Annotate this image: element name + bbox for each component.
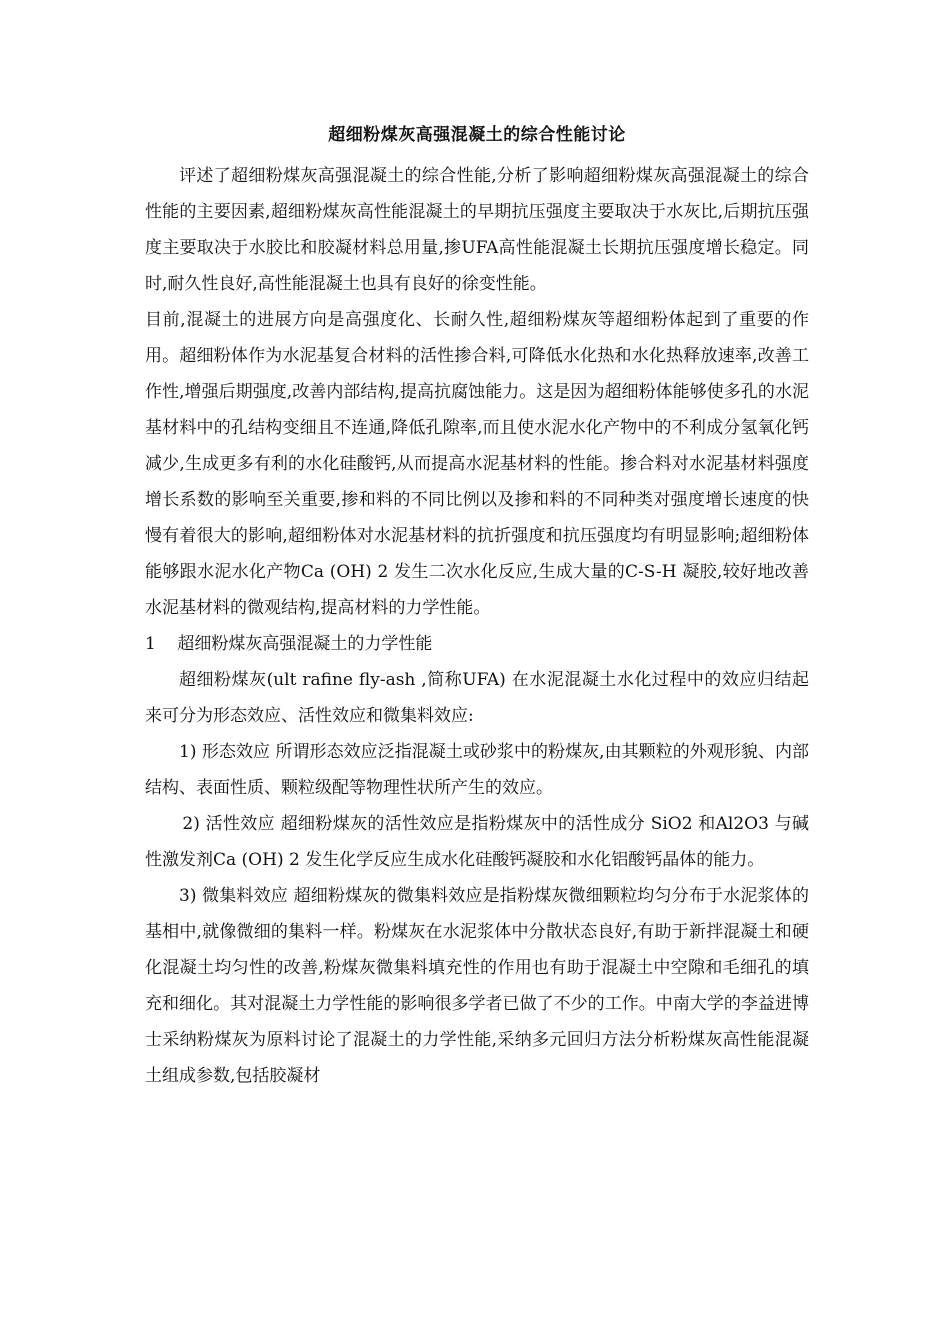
document-title: 超细粉煤灰高强混凝土的综合性能讨论 (328, 125, 626, 145)
intro-paragraph: 目前,混凝土的进展方向是高强度化、长耐久性,超细粉煤灰等超细粉体起到了重要的作用。超细粉体作为水泥基复合材料的活性掺合料,可降低水化热和水化热释放速率,改善工作性,增强后期强度,改善内部结构,提高抗腐蚀能力。这是因为超细粉体能够使多孔的水泥基材料中的孔结构变细且不连通,降低孔隙率,而且使水泥水化产物中的不利成分氢氧化钙减少,生成更多有利的水化硅酸钙,从而提高水泥基材料的性能。掺合料对水泥基材料强度增长系数的影响至关重要,掺和料的不同比例以及掺和料的不同种类对强度增长速度的快慢有着很大的影响,超细粉体对水泥基材料的抗折强度和抗压强度均有明显影响;超细粉体能够跟水泥水化产物Ca (OH) 2 发生二次水化反应,生成大量的C-S-H 凝胶,较好地改善水泥基材料的微观结构,提高材料的力学性能。 (145, 310, 809, 618)
list-item-activity-effect: 2) 活性效应 超细粉煤灰的活性效应是指粉煤灰中的活性成分 SiO2 和Al2O3 与碱性激发剂Ca (OH) 2 发生化学反应生成水化硅酸钙凝胶和水化铝酸钙晶体的能力。 (145, 814, 809, 870)
section-1-paragraph: 超细粉煤灰(ult rafine fly-ash ,简称UFA) 在水泥混凝土水化过程中的效应归结起来可分为形态效应、活性效应和微集料效应: (145, 670, 809, 726)
abstract-paragraph: 评述了超细粉煤灰高强混凝土的综合性能,分析了影响超细粉煤灰高强混凝土的综合性能的主要因素,超细粉煤灰高性能混凝土的早期抗压强度主要取决于水灰比,后期抗压强度主要取决于水胶比和胶凝材料总用量,掺UFA高性能混凝土长期抗压强度增长稳定。同时,耐久性良好,高性能混凝土也具有良好的徐变性能。 (145, 166, 809, 294)
document-page (145, 122, 809, 1094)
list-item-form-effect: 1) 形态效应 所谓形态效应泛指混凝土或砂浆中的粉煤灰,由其颗粒的外观形貌、内部结构、表面性质、颗粒级配等物理性状所产生的效应。 (145, 742, 809, 798)
section-1-heading: 1 超细粉煤灰高强混凝土的力学性能 (145, 634, 433, 654)
list-item-micro-aggregate-effect: 3) 微集料效应 超细粉煤灰的微集料效应是指粉煤灰微细颗粒均匀分布于水泥浆体的基相中,就像微细的集料一样。粉煤灰在水泥浆体中分散状态良好,有助于新拌混凝土和硬化混凝土均匀性的改善,粉煤灰微集料填充性的作用也有助于混凝土中空隙和毛细孔的填充和细化。其对混凝土力学性能的影响很多学者已做了不少的工作。中南大学的李益进博士采纳粉煤灰为原料讨论了混凝土的力学性能,采纳多元回归方法分析粉煤灰高性能混凝土组成参数,包括胶凝材 (145, 886, 809, 1086)
